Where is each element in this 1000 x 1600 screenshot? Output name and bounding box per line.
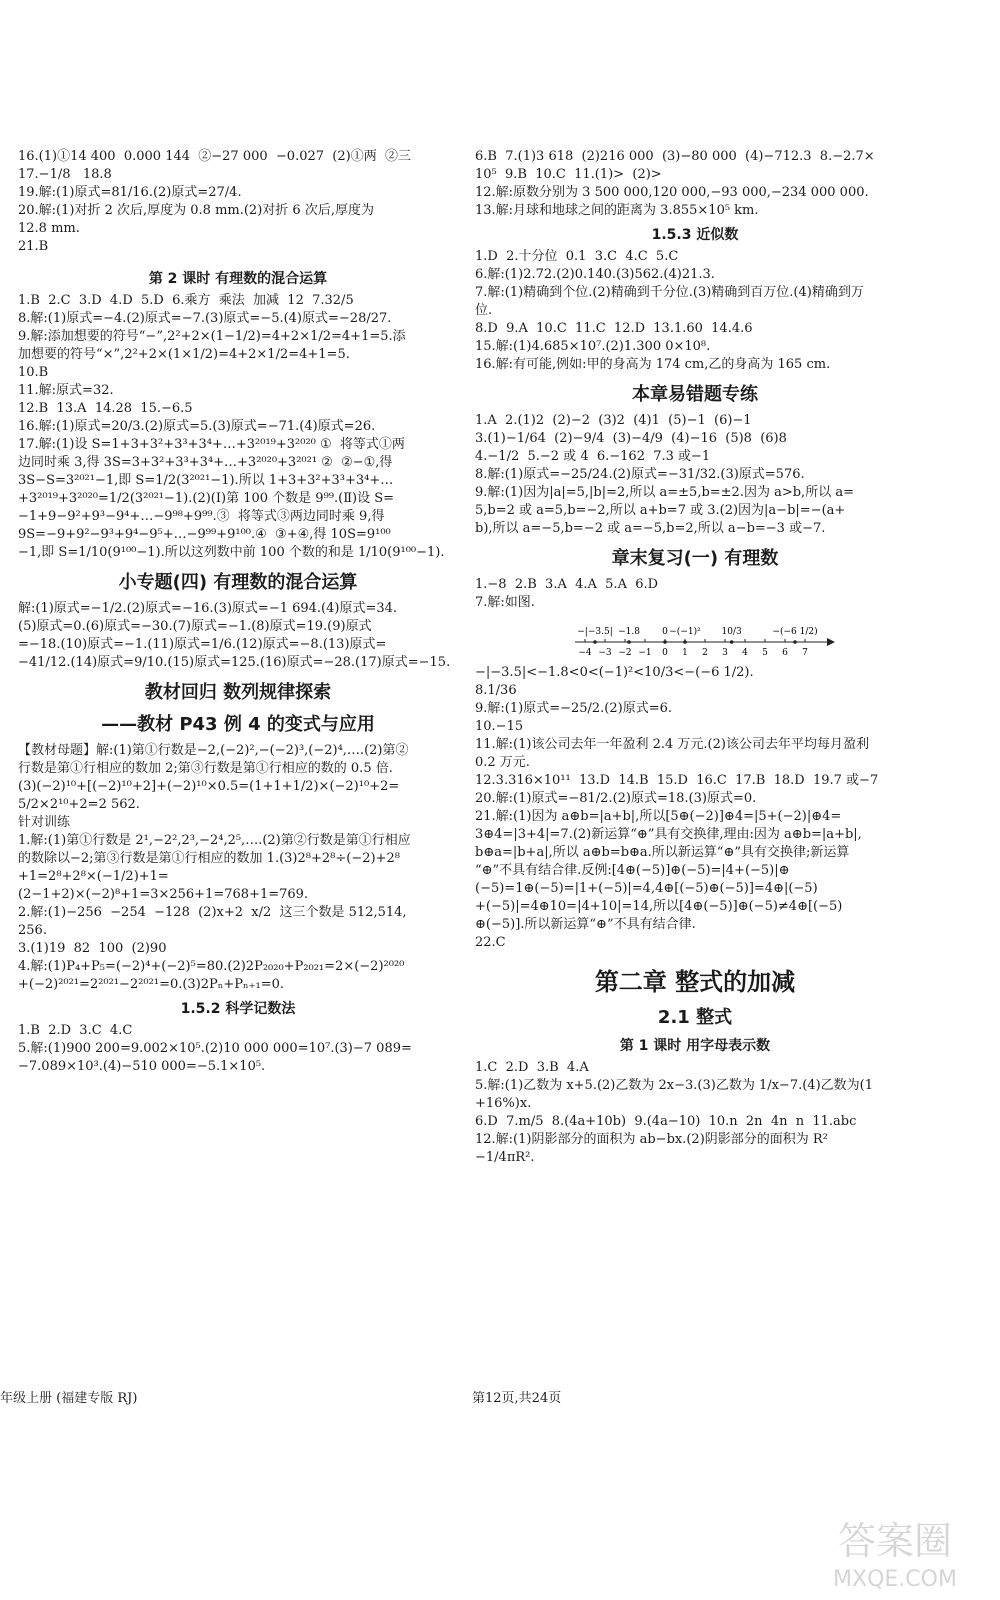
section-heading: 章末复习(一) 有理数 — [611, 548, 779, 569]
answer-line: +(−5)|=4⊕10=|4+10|=14,所以[4⊕(−5)]⊕(−5)≠4⊕[(−5) — [475, 899, 843, 914]
answer-line: 6.解:(1)2.72.(2)0.140.(3)562.(4)21.3. — [475, 267, 715, 282]
answer-line: 9S=−9+9²−9³+9⁴−9⁵+…−9⁹⁹+9¹⁰⁰.④ ③+④,得 10S=9¹⁰⁰ — [18, 527, 391, 542]
answer-line: 8.1/36 — [475, 683, 517, 698]
answer-line: 2.解:(1)−256 −254 −128 (2)x+2 x/2 这三个数是 512,514, — [18, 905, 407, 920]
answer-line: 11.解:原式=32. — [18, 383, 114, 398]
answer-line: 【教材母题】解:(1)第①行数是−2,(−2)²,−(−2)³,(−2)⁴,….(2)第② — [18, 743, 409, 758]
answer-line: 22.C — [475, 935, 506, 950]
right-column — [475, 148, 915, 1167]
lines-a — [18, 148, 458, 256]
lines-k — [475, 1059, 915, 1167]
answer-line: ⊕(−5)].所以新运算“⊕”不具有结合律. — [475, 917, 696, 932]
answer-line: −1,即 S=1/10(9¹⁰⁰−1).所以这列数中前 100 个数的和是 1/10(9¹⁰⁰−1). — [18, 545, 445, 560]
left-column — [18, 148, 458, 1076]
tick-label: −4 — [578, 648, 592, 658]
footer-book-info: 年级上册 (福建专版 RJ) — [0, 1391, 138, 1406]
answer-line: 12.解:(1)阴影部分的面积为 ab−bx.(2)阴影部分的面积为 R² — [475, 1132, 828, 1147]
answer-line: 20.解:(1)原式=−81/2.(2)原式=18.(3)原式=0. — [475, 791, 757, 806]
lines-c — [18, 600, 458, 672]
tick-label: 6 — [782, 648, 788, 658]
number-line-figure — [565, 616, 835, 662]
point-marker — [663, 640, 667, 644]
answer-line: 20.解:(1)对折 2 次后,厚度为 0.8 mm.(2)对折 6 次后,厚度为 — [18, 203, 374, 218]
lines-e — [18, 1022, 458, 1076]
answer-line: 4.−1/2 5.−2 或 4 6.−162 7.3 或−1 — [475, 449, 711, 464]
lines-h — [475, 412, 915, 538]
answer-line: 3.(1)−1/64 (2)−9/4 (3)−4/9 (4)−16 (5)8 (6)8 — [475, 431, 787, 446]
answer-line: 12.B 13.A 14.28 15.−6.5 — [18, 401, 193, 416]
section-heading: 1.5.3 近似数 — [651, 227, 739, 243]
answer-line: 21.B — [18, 239, 49, 254]
answer-line: 9.解:添加想要的符号“−”,2²+2×(1−1/2)=4+2×1/2=4+1=5.添 — [18, 329, 406, 344]
section-heading: 1.5.2 科学记数法 — [180, 1001, 296, 1017]
answer-line: 针对训练 — [18, 815, 71, 830]
answer-line: (5)原式=0.(6)原式=−30.(7)原式=−1.(8)原式=19.(9)原式 — [18, 619, 372, 634]
answer-line: 3⊕4=|3+4|=7.(2)新运算“⊕”具有交换律,理由:因为 a⊕b=|a+b|, — [475, 827, 862, 842]
answer-line: 256. — [18, 923, 47, 938]
answer-line: 21.解:(1)因为 a⊕b=|a+b|,所以[5⊕(−2)]⊕4=|5+(−2)|⊕4= — [475, 809, 842, 824]
lines-f — [475, 148, 915, 220]
answer-line: 8.D 9.A 10.C 11.C 12.D 13.1.60 14.4.6 — [475, 321, 753, 336]
answer-line: 8.解:(1)原式=−25/24.(2)原式=−31/32.(3)原式=576. — [475, 467, 805, 482]
answer-line: 边同时乘 3,得 3S=3+3²+3³+3⁴+…+3²⁰²⁰+3²⁰²¹ ② ②−①,得 — [18, 455, 393, 470]
section-heading: 教材回归 数列规律探索 — [144, 682, 332, 703]
answer-line: 1.B 2.C 3.D 4.D 5.D 6.乘方 乘法 加减 12 7.32/5 — [18, 293, 354, 308]
point-label: −(−1)² — [669, 627, 701, 637]
footer-page-number: 第12页,共24页 — [472, 1391, 562, 1406]
tick-label: −2 — [618, 648, 632, 658]
answer-line: 解:(1)原式=−1/2.(2)原式=−16.(3)原式=−1 694.(4)原式=34. — [18, 601, 398, 616]
chapter-title: 第二章 整式的加减 — [594, 968, 796, 996]
answer-line: +1=2⁸+2⁸×(−1/2)+1=(2−1+2)×(−2)⁸+1=3×256+1=768+1=769. — [18, 869, 309, 902]
answer-line: 3.(1)19 82 100 (2)90 — [18, 941, 167, 956]
section-subheading: 第 1 课时 用字母表示数 — [619, 1038, 771, 1054]
answer-line: +3²⁰¹⁹+3²⁰²⁰=1/2(3²⁰²¹−1).(2)(Ⅰ)第 100 个数是 9⁹⁹.(Ⅱ)设 S= — [18, 491, 395, 506]
answer-line: 加想要的符号“×”,2²+2×(1×1/2)=4+2×1/2=4+1=5. — [18, 347, 350, 362]
tick-label: 3 — [722, 648, 728, 658]
answer-line: 19.解:(1)原式=81/16.(2)原式=27/4. — [18, 185, 242, 200]
answer-line: b),所以 a=−5,b=−2 或 a=−5,b=2,所以 a−b=−3 或−7. — [475, 521, 826, 536]
answer-line: −41/12.(14)原式=9/10.(15)原式=125.(16)原式=−28.(17)原式=−15. — [18, 655, 451, 670]
answer-line: 行数是第①行相应的数加 2;第③行数是第①行相应的数的 0.5 倍. — [18, 761, 393, 776]
tick-label: 4 — [742, 648, 748, 658]
answer-line: b⊕a=|b+a|,所以 a⊕b=b⊕a.所以新运算“⊕”具有交换律;新运算 — [475, 845, 850, 860]
answer-line: 17.−1/8 18.8 — [18, 167, 112, 182]
answer-line: −|−3.5|<−1.8<0<(−1)²<10/3<−(−6 1/2). — [475, 665, 754, 680]
section-heading: 2.1 整式 — [657, 1007, 733, 1028]
point-label: −1.8 — [618, 627, 640, 637]
watermark-logo — [800, 1504, 990, 1594]
lines-d — [18, 742, 458, 994]
answer-line: 4.解:(1)P₄+P₅=(−2)⁴+(−2)⁵=80.(2)2P₂₀₂₀+P₂₀₂₁=2×(−2)²⁰²⁰ — [18, 959, 405, 974]
section-heading: 本章易错题专练 — [632, 384, 758, 405]
answer-line: 1.解:(1)第①行数是 2¹,−2²,2³,−2⁴,2⁵,….(2)第②行数是第①行相应 — [18, 833, 411, 848]
watermark-text: 答案圈 — [837, 1519, 953, 1563]
point-label: −(−6 1/2) — [772, 627, 818, 637]
answer-line: (3)(−2)¹⁰+[(−2)¹⁰+2]+(−2)¹⁰×0.5=(1+1+1/2)×(−2)¹⁰+2= — [18, 779, 400, 794]
point-marker — [593, 640, 597, 644]
answer-line: 15.解:(1)4.685×10⁷.(2)1.300 0×10⁸. — [475, 339, 711, 354]
point-marker — [730, 640, 734, 644]
answer-line: 位. — [475, 303, 493, 318]
answer-line: 9.解:(1)因为|a|=5,|b|=2,所以 a=±5,b=±2.因为 a>b,所以 a= — [475, 485, 854, 500]
section-subheading: ——教材 P43 例 4 的变式与应用 — [101, 714, 375, 735]
answer-line: 8.解:(1)原式=−4.(2)原式=−7.(3)原式=−5.(4)原式=−28/27. — [18, 311, 392, 326]
tick-label: −3 — [598, 648, 612, 658]
answer-line: 的数除以−2;第③行数是第①行相应的数加 1.(3)2⁸+2⁸÷(−2)+2⁸ — [18, 851, 400, 866]
lines-j — [475, 664, 915, 952]
section-heading: 第 2 课时 有理数的混合运算 — [148, 271, 328, 287]
answer-line: 10⁵ 9.B 10.C 11.(1)> (2)> — [475, 167, 662, 182]
tick-label: −1 — [638, 648, 652, 658]
answer-line: 13.解:月球和地球之间的距离为 3.855×10⁵ km. — [475, 203, 759, 218]
tick-label: 1 — [682, 648, 688, 658]
answer-line: 9.解:(1)原式=−25/2.(2)原式=6. — [475, 701, 673, 716]
answer-line: +(−2)²⁰²¹=2²⁰²¹−2²⁰²¹=0.(3)2Pₙ+Pₙ₊₁=0. — [18, 977, 285, 992]
answer-line: =−18.(10)原式=−1.(11)原式=1/6.(12)原式=−8.(13)原式= — [18, 637, 387, 652]
answer-line: 5,b=2 或 a=5,b=−2,所以 a+b=7 或 3.(2)因为|a−b|=−(a+ — [475, 503, 846, 518]
lines-b — [18, 292, 458, 562]
answer-line: +16%)x. — [475, 1096, 532, 1111]
answer-line: 10.−15 — [475, 719, 524, 734]
svg-text:MXQE.COM: MXQE.COM — [833, 1567, 957, 1592]
answer-line: 1.−8 2.B 3.A 4.A 5.A 6.D — [475, 577, 659, 592]
answer-line: 5.解:(1)900 200=9.002×10⁵.(2)10 000 000=10⁷.(3)−7 089= — [18, 1041, 412, 1056]
answer-line: 0.2 万元. — [475, 755, 530, 770]
answer-line: 5/2×2¹⁰+2=2 562. — [18, 797, 140, 812]
tick-label: 5 — [762, 648, 768, 658]
point-marker — [627, 640, 631, 644]
answer-line: “⊕”不具有结合律.反例:[4⊕(−5)]⊕(−5)=|4+(−5)|⊕ — [475, 863, 790, 878]
answer-line: 1.D 2.十分位 0.1 3.C 4.C 5.C — [475, 249, 679, 264]
lines-i — [475, 576, 915, 612]
section-heading: 小专题(四) 有理数的混合运算 — [118, 572, 358, 593]
axis-arrow — [827, 638, 835, 646]
tick-label: 7 — [802, 648, 808, 658]
answer-line: 5.解:(1)乙数为 x+5.(2)乙数为 2x−3.(3)乙数为 1/x−7.(4)乙数为(1 — [475, 1078, 873, 1093]
point-label: −|−3.5| — [577, 627, 613, 637]
point-label: 10/3 — [721, 627, 742, 637]
answer-line: 10.B — [18, 365, 49, 380]
answer-line: 6.B 7.(1)3 618 (2)216 000 (3)−80 000 (4)−712.3 8.−2.7× — [475, 149, 875, 164]
tick-label: 0 — [662, 648, 668, 658]
answer-line: 16.解:(1)原式=20/3.(2)原式=5.(3)原式=−71.(4)原式=26. — [18, 419, 376, 434]
answer-line: 16.解:有可能,例如:甲的身高为 174 cm,乙的身高为 165 cm. — [475, 357, 831, 372]
answer-line: 11.解:(1)该公司去年一年盈利 2.4 万元.(2)该公司去年平均每月盈利 — [475, 737, 869, 752]
answer-line: 16.(1)①14 400 0.000 144 ②−27 000 −0.027 (2)①两 ②三 — [18, 149, 411, 164]
answer-line: 6.D 7.m/5 8.(4a+10b) 9.(4a−10) 10.n 2n 4n n 11.abc — [475, 1114, 857, 1129]
answer-line: 1.B 2.D 3.C 4.C — [18, 1023, 133, 1038]
answer-line: −7.089×10³.(4)−510 000=−5.1×10⁵. — [18, 1059, 266, 1074]
answer-line: 7.解:如图. — [475, 595, 535, 610]
answer-line: −1/4πR². — [475, 1150, 535, 1165]
point-label: 0 — [662, 627, 668, 637]
answer-line: 7.解:(1)精确到个位.(2)精确到千分位.(3)精确到百万位.(4)精确到万 — [475, 285, 864, 300]
point-marker — [793, 640, 797, 644]
answer-line: 1.C 2.D 3.B 4.A — [475, 1060, 589, 1075]
answer-line: 12.8 mm. — [18, 221, 80, 236]
answer-line: (−5)=1⊕(−5)=|1+(−5)|=4,4⊕[(−5)⊕(−5)]=4⊕|(−5) — [475, 881, 818, 896]
answer-line: 12.3.316×10¹¹ 13.D 14.B 15.D 16.C 17.B 18.D 19.7 或−7 — [475, 773, 879, 788]
answer-line: 17.解:(1)设 S=1+3+3²+3³+3⁴+…+3²⁰¹⁹+3²⁰²⁰ ① 将等式①两 — [18, 437, 405, 452]
answer-line: 12.解:原数分别为 3 500 000,120 000,−93 000,−234 000 000. — [475, 185, 869, 200]
tick-label: 2 — [702, 648, 708, 658]
answer-line: 1.A 2.(1)2 (2)−2 (3)2 (4)1 (5)−1 (6)−1 — [475, 413, 752, 428]
point-marker — [683, 640, 687, 644]
answer-line: 3S−S=3²⁰²¹−1,即 S=1/2(3²⁰²¹−1).所以 1+3+3²+3³+3⁴+… — [18, 473, 394, 488]
answer-line: −1+9−9²+9³−9⁴+…−9⁹⁸+9⁹⁹.③ 将等式③两边同时乘 9,得 — [18, 509, 385, 524]
lines-g — [475, 248, 915, 374]
